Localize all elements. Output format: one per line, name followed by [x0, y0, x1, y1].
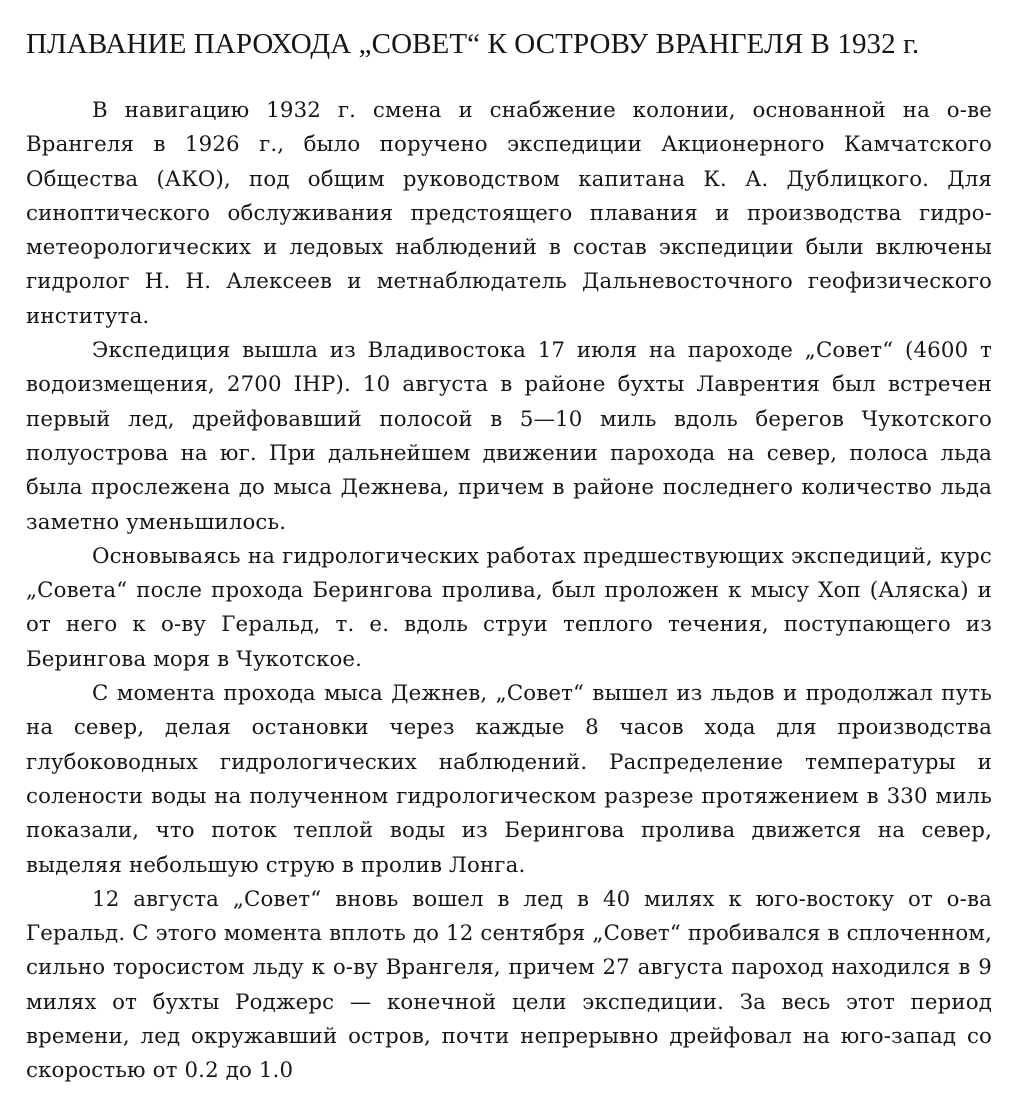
paragraph-3: Основываясь на гидрологических работах предшествующих экспедиций, курс „Совета“ после прохода Берингова пролива, был проложен к мысу Хоп (Аляска) и от него к о-ву Геральд, т. е. вдоль струи теплого течения, поступающего из Берингова моря в Чукотское. [26, 543, 992, 672]
paragraph-1: В навигацию 1932 г. смена и снабжение колонии, основанной на о-ве Врангеля в 1926 г., было поручено экспедиции Акционерного Камчатского Общества (АКО), под общим руководством капитана К. А. Дублицкого. Для синоптического обслуживания предстоящего плавания и производства гидро-метеорологических и ледовых наблюдений в состав экспедиции были включены гидролог Н. Н. Алексеев и метнаблюдатель Дальневосточного геофизического института. [26, 98, 992, 329]
page-title: ПЛАВАНИЕ ПАРОХОДА „СОВЕТ“ К ОСТРОВУ ВРАНГЕЛЯ В 1932 г. [26, 28, 920, 60]
paragraph-5: 12 августа „Совет“ вновь вошел в лед в 40 милях к юго-востоку от о-ва Геральд. С этого момента вплоть до 12 сентября „Совет“ пробивался в сплоченном, сильно торосистом льду к о-ву Врангеля, причем 27 августа пароход находился в 9 милях от бухты Роджерс — конечной цели экспедиции. За весь этот период времени, лед окружавший остров, почти непрерывно дрейфовал на юго-запад со скоростью от 0.2 до 1.0 [26, 886, 992, 1084]
body-text [26, 94, 992, 1089]
document-page [26, 24, 992, 1089]
paragraph-4: С момента прохода мыса Дежнев, „Совет“ вышел из льдов и продолжал путь на север, делая остановки через каждые 8 часов хода для производства глубоководных гидрологических наблюдений. Распределение температуры и солености воды на полученном гидрологическом разрезе протяжением в 330 миль показали, что поток теплой воды из Берингова пролива движется на север, выделяя небольшую струю в пролив Лонга. [26, 681, 992, 878]
paragraph-2: Экспедиция вышла из Владивостока 17 июля на пароходе „Совет“ (4600 т водоизмещения, 2700 IHP). 10 августа в районе бухты Лаврентия был встречен первый лед, дрейфовавший полосой в 5—10 миль вдоль берегов Чукотского полуострова на юг. При дальнейшем движении парохода на север, полоса льда была прослежена до мыса Дежнева, причем в районе последнего количество льда заметно уменьшилось. [26, 338, 992, 535]
